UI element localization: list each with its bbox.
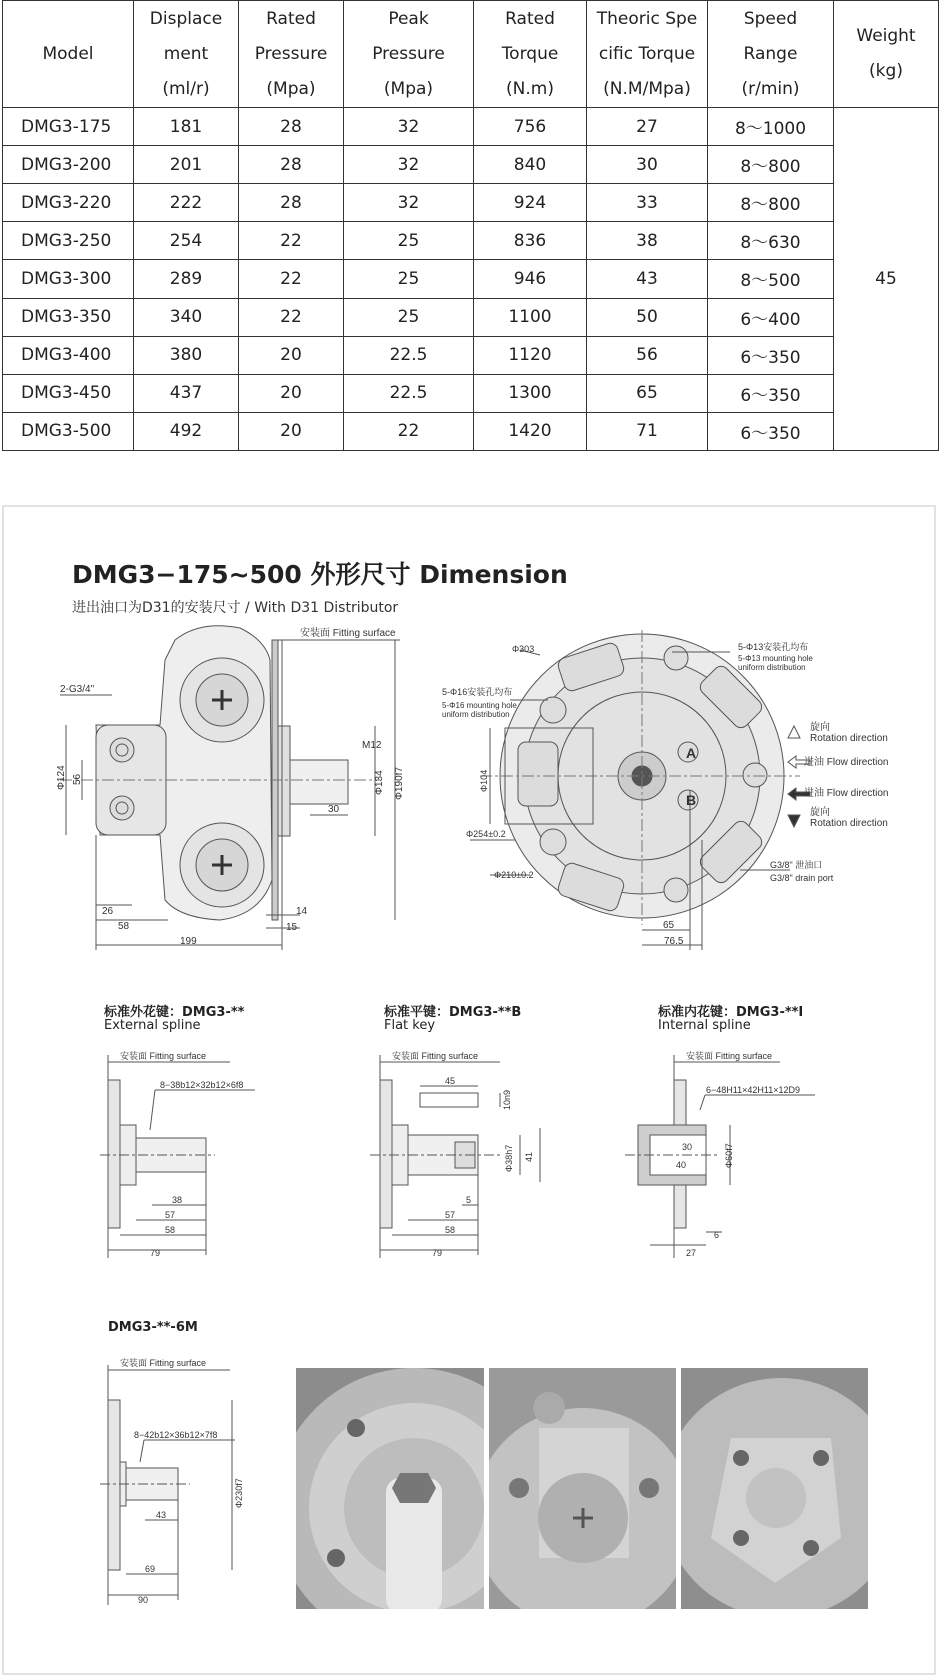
flow-direction-1: 进油 Flow direction [804, 757, 889, 768]
column-header-line: Torque [501, 43, 559, 64]
model-cell: DMG3-175 [3, 108, 134, 146]
key-d38h7: Φ38h7 [504, 1144, 514, 1172]
internal-spline-subtitle: Internal spline [658, 1018, 751, 1033]
side-d199: 199 [180, 936, 197, 947]
front-holes13-en2: uniform distribution [738, 663, 806, 672]
table-cell: 289 [134, 260, 239, 298]
column-header-line: (kg) [869, 61, 903, 81]
column-header-line: cific Torque [598, 43, 696, 64]
m6-d90: 90 [138, 1595, 149, 1605]
dimension-subtitle: 进出油口为D31的安装尺寸 / With D31 Distributor [72, 600, 399, 616]
front-d104: Φ104 [479, 769, 489, 792]
table-cell: 25 [344, 260, 474, 298]
column-header-line: ment [163, 43, 209, 64]
model-cell: DMG3-250 [3, 222, 134, 260]
table-header [3, 1, 939, 108]
table-cell: 1420 [474, 412, 587, 450]
flat-key-title: 标准平键：DMG3-**B [384, 1005, 522, 1020]
side-d14: 14 [296, 906, 308, 917]
side-d190: Φ190f7 [394, 766, 405, 800]
flat-key-subtitle: Flat key [384, 1018, 436, 1033]
flow-direction-2: 进油 Flow direction [804, 788, 889, 799]
side-d58: 58 [118, 921, 130, 932]
side-port-label: 2-G3/4" [60, 684, 95, 695]
front-holes16-cn: 5-Φ16安装孔均布 [442, 687, 513, 697]
side-d30: 30 [328, 804, 340, 815]
column-header-line: Pressure [254, 43, 328, 64]
table-cell: 836 [474, 222, 587, 260]
table-cell: 756 [474, 108, 587, 146]
motor-photo-shaft [296, 1368, 484, 1609]
column-header [708, 1, 834, 108]
int-d6: 6 [714, 1230, 720, 1240]
front-d210: Φ210±0.2 [494, 870, 534, 880]
port-b-label: B [686, 792, 697, 808]
ext-d79: 79 [150, 1248, 161, 1258]
table-cell: 6～350 [708, 374, 834, 412]
table-cell: 6～400 [708, 298, 834, 336]
model-cell: DMG3-450 [3, 374, 134, 412]
key-d79: 79 [432, 1248, 443, 1258]
side-d56: 56 [72, 773, 83, 785]
table-cell: 340 [134, 298, 239, 336]
shaft-details-drawing [90, 1040, 850, 1260]
model-cell: DMG3-300 [3, 260, 134, 298]
column-header-line: Model [42, 43, 94, 64]
model-cell: DMG3-350 [3, 298, 134, 336]
front-d76-5: 76.5 [664, 936, 684, 947]
m6-fitting-label: 安装面 Fitting surface [120, 1358, 207, 1368]
key-d10n9: 10n9 [502, 1089, 512, 1110]
table-cell: 437 [134, 374, 239, 412]
column-header [344, 1, 474, 108]
side-d134: Φ134 [374, 770, 385, 795]
int-fitting-label: 安装面 Fitting surface [686, 1051, 773, 1061]
int-d40: 40 [676, 1160, 687, 1170]
motor-photo-rear [681, 1368, 868, 1609]
table-cell: 8～800 [708, 146, 834, 184]
table-cell: 65 [587, 374, 708, 412]
table-cell: 30 [587, 146, 708, 184]
column-header-line: Pressure [372, 43, 445, 64]
external-spline-subtitle: External spline [104, 1018, 201, 1033]
ext-d58: 58 [165, 1225, 176, 1235]
rotation-en-1: Rotation direction [810, 733, 888, 744]
front-d254: Φ254±0.2 [466, 829, 506, 839]
main-dimension-drawing [40, 620, 910, 960]
side-d15: 15 [286, 922, 298, 933]
key-d41: 41 [524, 1151, 534, 1162]
rotation-cn-2: 旋向 [810, 807, 830, 818]
table-cell: 22 [239, 260, 344, 298]
key-d45: 45 [445, 1076, 456, 1086]
side-m12: M12 [362, 740, 382, 751]
int-spline-spec: 6−48H11×42H11×12D9 [706, 1085, 800, 1095]
table-cell: 181 [134, 108, 239, 146]
column-header-line: (r/min) [741, 78, 800, 99]
m6-spline-spec: 8−42b12×36b12×7f8 [134, 1430, 218, 1440]
table-cell: 492 [134, 412, 239, 450]
table-cell: 32 [344, 184, 474, 222]
table-cell: 8～500 [708, 260, 834, 298]
table-body [3, 108, 939, 451]
model-cell: DMG3-400 [3, 336, 134, 374]
column-header-line: (Mpa) [266, 78, 316, 99]
front-d303: Φ303 [512, 644, 535, 654]
column-header [834, 1, 939, 108]
key-d57: 57 [445, 1210, 456, 1220]
m6-d43: 43 [156, 1510, 167, 1520]
column-header [134, 1, 239, 108]
table-row [3, 336, 939, 374]
table-cell: 924 [474, 184, 587, 222]
column-header-line: (ml/r) [162, 78, 210, 99]
column-header-line: Rated [505, 8, 555, 29]
m6-d230: Φ230f7 [234, 1478, 244, 1508]
model-cell: DMG3-500 [3, 412, 134, 450]
table-cell: 8～630 [708, 222, 834, 260]
model-6m-title: DMG3-**-6M [108, 1320, 198, 1335]
column-header [587, 1, 708, 108]
key-d58: 58 [445, 1225, 456, 1235]
table-row [3, 222, 939, 260]
column-header-line: Rated [266, 8, 316, 29]
side-fitting-label: 安装面 Fitting surface [300, 628, 396, 639]
table-cell: 6～350 [708, 336, 834, 374]
table-cell: 28 [239, 108, 344, 146]
motor-photo-distributor [489, 1368, 676, 1609]
int-d27: 27 [686, 1248, 697, 1258]
ext-fitting-label: 安装面 Fitting surface [120, 1051, 207, 1061]
ext-spline-spec: 8−38b12×32b12×6f8 [160, 1080, 244, 1090]
table-cell: 22 [344, 412, 474, 450]
int-d30: 30 [682, 1142, 693, 1152]
table-cell: 32 [344, 146, 474, 184]
table-cell: 20 [239, 336, 344, 374]
front-d65: 65 [663, 920, 675, 931]
dimension-title: DMG3−175~500 外形尺寸 Dimension [72, 560, 568, 589]
table-cell: 33 [587, 184, 708, 222]
table-cell: 22.5 [344, 336, 474, 374]
key-d5: 5 [466, 1195, 472, 1205]
table-cell: 50 [587, 298, 708, 336]
table-cell: 946 [474, 260, 587, 298]
table-cell: 6～350 [708, 412, 834, 450]
table-cell: 22 [239, 298, 344, 336]
front-holes13-cn: 5-Φ13安装孔均布 [738, 642, 809, 652]
ext-d57: 57 [165, 1210, 176, 1220]
internal-spline-title: 标准内花键：DMG3-**I [658, 1005, 804, 1020]
column-header-line: Theoric Spe [596, 8, 698, 29]
table-row [3, 184, 939, 222]
table-cell: 32 [344, 108, 474, 146]
table-row [3, 146, 939, 184]
drain-en: G3/8" drain port [770, 873, 834, 883]
side-d124: Φ124 [56, 765, 67, 790]
column-header-line: Speed [743, 8, 798, 29]
front-holes16-en2: uniform distribution [442, 710, 510, 719]
table-cell: 25 [344, 298, 474, 336]
model-cell: DMG3-220 [3, 184, 134, 222]
column-header-line: Range [743, 43, 798, 64]
table-cell: 840 [474, 146, 587, 184]
table-cell: 8～1000 [708, 108, 834, 146]
model-cell: DMG3-200 [3, 146, 134, 184]
port-a-label: A [686, 745, 697, 761]
int-d60f7: Φ60f7 [724, 1143, 734, 1168]
table-row [3, 108, 939, 146]
table-cell: 38 [587, 222, 708, 260]
table-cell: 201 [134, 146, 239, 184]
table-cell: 56 [587, 336, 708, 374]
column-header-line: (Mpa) [383, 78, 434, 99]
column-header [3, 1, 134, 108]
table-row [3, 260, 939, 298]
table-row [3, 374, 939, 412]
table-cell: 71 [587, 412, 708, 450]
table-cell: 1100 [474, 298, 587, 336]
column-header-line: (N.M/Mpa) [603, 78, 691, 99]
external-spline-title: 标准外花键：DMG3-** [104, 1005, 245, 1020]
table-cell: 22.5 [344, 374, 474, 412]
table-cell: 380 [134, 336, 239, 374]
table-cell: 25 [344, 222, 474, 260]
column-header-line: (N.m) [506, 78, 554, 99]
column-header [239, 1, 344, 108]
table-cell: 20 [239, 374, 344, 412]
header-row [3, 1, 939, 108]
table-cell: 1120 [474, 336, 587, 374]
table-cell: 222 [134, 184, 239, 222]
table-cell: 254 [134, 222, 239, 260]
rotation-en-2: Rotation direction [810, 818, 888, 829]
side-view-drawing [60, 626, 400, 950]
rotation-cn-1: 旋向 [810, 722, 830, 733]
table-row [3, 412, 939, 450]
table-cell: 20 [239, 412, 344, 450]
front-view-drawing [470, 630, 810, 950]
model-6m-drawing [95, 1350, 255, 1610]
weight-cell: 45 [834, 108, 939, 451]
spec-table [2, 0, 939, 451]
key-fitting-label: 安装面 Fitting surface [392, 1051, 479, 1061]
side-d26: 26 [102, 906, 114, 917]
ext-d38: 38 [172, 1195, 183, 1205]
column-header-line: Displace [149, 8, 223, 29]
table-cell: 1300 [474, 374, 587, 412]
table-cell: 28 [239, 184, 344, 222]
table-row [3, 298, 939, 336]
table-cell: 8～800 [708, 184, 834, 222]
m6-d69: 69 [145, 1564, 156, 1574]
column-header [474, 1, 587, 108]
table-cell: 28 [239, 146, 344, 184]
table-cell: 43 [587, 260, 708, 298]
drain-cn: G3/8" 泄油口 [770, 860, 823, 870]
front-holes13-en1: 5-Φ13 mounting hole [738, 654, 813, 663]
column-header-line: Peak [388, 8, 429, 29]
table-cell: 22 [239, 222, 344, 260]
front-holes16-en1: 5-Φ16 mounting hole [442, 701, 517, 710]
table-cell: 27 [587, 108, 708, 146]
column-header-line: Weight [856, 26, 916, 46]
